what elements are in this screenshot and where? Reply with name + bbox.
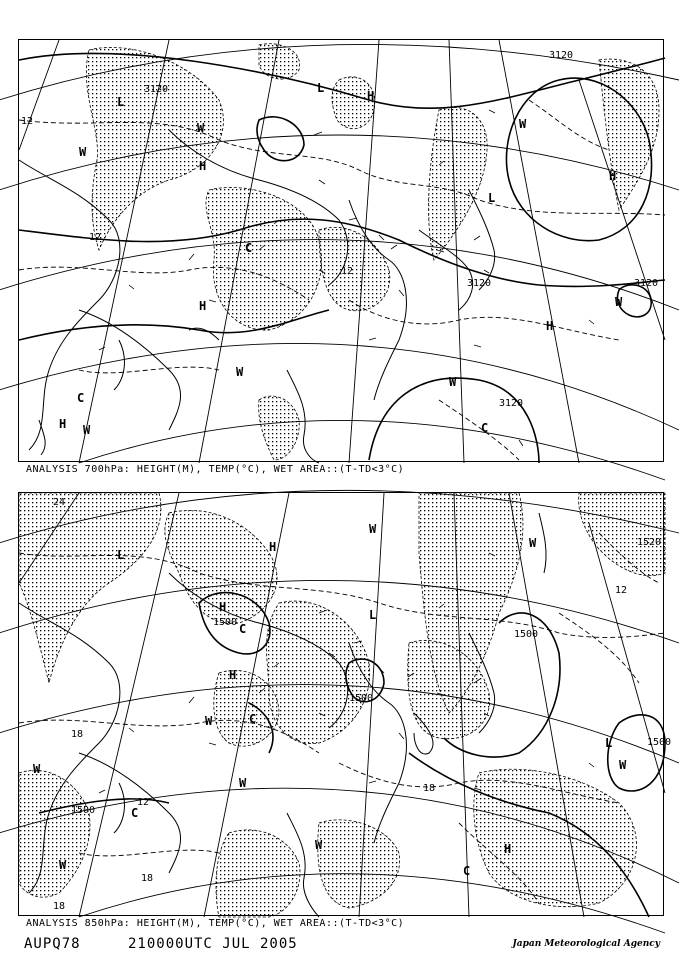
high-center: H <box>199 159 207 173</box>
temp-label: 12 <box>21 116 34 127</box>
height-label: 1520 <box>637 537 662 548</box>
low-center: L <box>488 191 496 205</box>
low-center: L <box>605 736 613 750</box>
map-850hpa-canvas <box>19 493 672 917</box>
temp-label: 18 <box>53 901 66 912</box>
high-center: H <box>59 417 67 431</box>
warm-center: W <box>239 776 247 790</box>
temp-label: 24 <box>53 497 66 508</box>
cold-center: C <box>249 712 257 726</box>
height-label: 3120 <box>549 50 574 61</box>
high-center: H <box>504 842 512 856</box>
height-label: 3120 <box>634 278 659 289</box>
high-center: H <box>199 299 207 313</box>
warm-center: W <box>529 536 537 550</box>
analysis-time: 210000UTC JUL 2005 <box>128 936 298 952</box>
warm-center: W <box>519 117 527 131</box>
warm-center: W <box>197 121 205 135</box>
temp-label: 12 <box>137 797 150 808</box>
cold-center: C <box>131 806 139 820</box>
warm-center: W <box>79 145 87 159</box>
map-700hpa <box>18 39 664 462</box>
temp-label: 18 <box>423 783 436 794</box>
high-center: H <box>219 600 227 614</box>
warm-center: W <box>83 423 91 437</box>
height-label: 3120 <box>467 278 492 289</box>
low-center: L <box>117 95 125 109</box>
map-850hpa <box>18 492 672 916</box>
height-label: 1500 <box>213 617 238 628</box>
height-label: 1500 <box>71 805 96 816</box>
warm-center: W <box>59 858 67 872</box>
temp-label: 12 <box>89 232 102 243</box>
map-700hpa-canvas <box>19 40 665 463</box>
cold-center: C <box>245 241 253 255</box>
height-label: 1500 <box>647 737 672 748</box>
wet-areas <box>86 44 659 460</box>
temp-label: 18 <box>71 729 84 740</box>
cold-center: C <box>481 421 489 435</box>
warm-center: W <box>315 838 323 852</box>
high-center: H <box>609 169 617 183</box>
high-center: H <box>229 668 237 682</box>
cold-center: C <box>77 391 85 405</box>
height-label: 3120 <box>144 84 169 95</box>
warm-center: W <box>619 758 627 772</box>
cold-center: C <box>239 622 247 636</box>
high-center: H <box>269 540 277 554</box>
height-label: 1500 <box>349 693 374 704</box>
map-700hpa-caption: ANALYSIS 700hPa: HEIGHT(M), TEMP(°C), WET AREA::(T-TD<3°C) <box>26 464 405 475</box>
low-center: L <box>117 548 125 562</box>
warm-center: W <box>369 522 377 536</box>
agency-credit: Japan Meteorological Agency <box>512 939 660 949</box>
cold-center: C <box>463 864 471 878</box>
warm-center: W <box>615 295 623 309</box>
temp-label: 18 <box>141 873 154 884</box>
height-label: 1500 <box>514 629 539 640</box>
height-label: 3120 <box>499 398 524 409</box>
high-center: H <box>367 89 375 103</box>
warm-center: W <box>205 714 213 728</box>
warm-center: W <box>33 762 41 776</box>
low-center: L <box>317 81 325 95</box>
wet-areas <box>19 493 665 917</box>
temp-label: 12 <box>615 585 628 596</box>
temp-label: 12 <box>341 266 354 277</box>
warm-center: W <box>236 365 244 379</box>
warm-center: W <box>449 375 457 389</box>
high-center: H <box>546 319 554 333</box>
map-850hpa-caption: ANALYSIS 850hPa: HEIGHT(M), TEMP(°C), WET AREA::(T-TD<3°C) <box>26 918 405 929</box>
chart-code: AUPQ78 <box>24 936 81 952</box>
low-center: L <box>369 608 377 622</box>
